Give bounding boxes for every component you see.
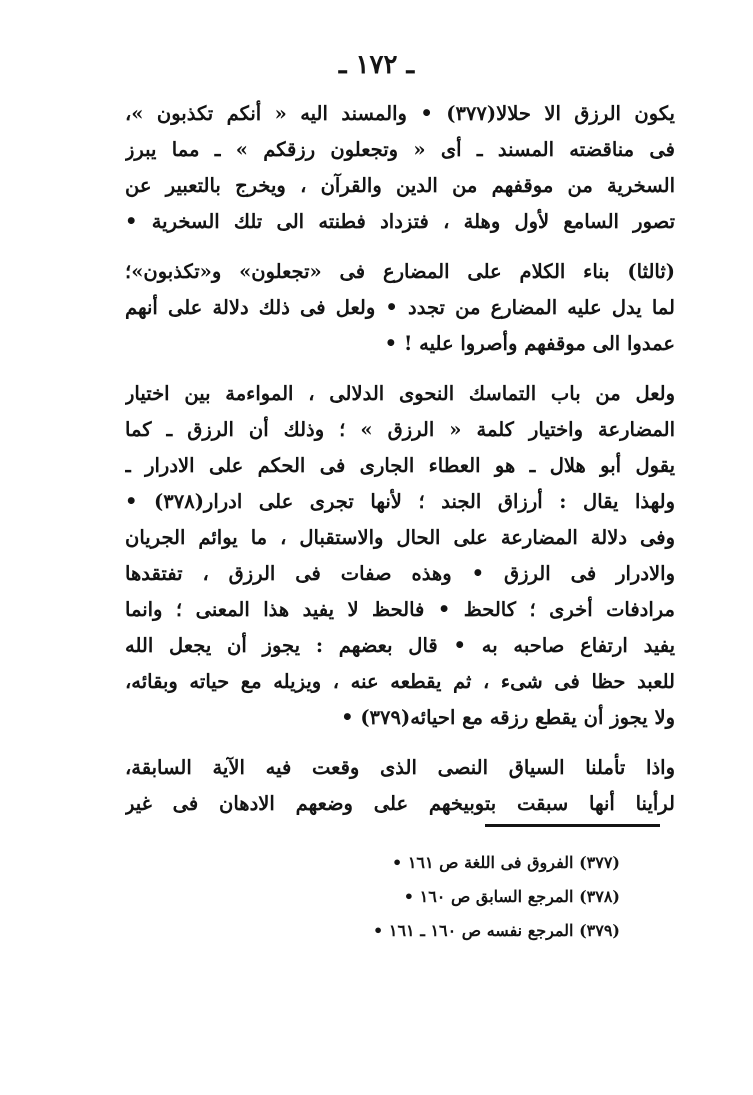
page-number: ـ ١٧٢ ـ xyxy=(338,50,415,80)
paragraph-4 xyxy=(125,750,675,822)
text-line: (ثالثا) بناء الكلام على المضارع فى «تجعلون» و«تكذبون»؛ xyxy=(125,260,675,283)
paragraph-spacer xyxy=(125,736,675,750)
paragraph-2 xyxy=(125,254,675,362)
text-line: يفيد ارتفاع صاحبه به • قال بعضهم : يجوز أن يجعل الله xyxy=(125,634,675,657)
footnote-separator xyxy=(485,824,660,827)
paragraph-3 xyxy=(125,376,675,736)
text-line: والادرار فى الرزق • وهذه صفات فى الرزق ، تفتقدها xyxy=(125,562,675,585)
text-line: للعبد حظا فى شىء ، ثم يقطعه عنه ، ويزيله مع حياته وبقائه، xyxy=(125,670,675,693)
text-line: مرادفات أخرى ؛ كالحظ • فالحظ لا يفيد هذا المعنى ؛ وانما xyxy=(125,598,675,621)
text-line: يكون الرزق الا حلالا(٣٧٧) • والمسند اليه « أنكم تكذبون »، xyxy=(125,102,675,125)
text-line: وفى دلالة المضارعة على الحال والاستقبال ، ما يوائم الجريان xyxy=(125,526,675,549)
text-line: ولهذا يقال : أرزاق الجند ؛ لأنها تجرى على ادرار(٣٧٨) • xyxy=(125,490,675,513)
paragraph-spacer xyxy=(125,240,675,254)
text-line-last: عمدوا الى موقفهم وأصروا عليه ! • xyxy=(384,332,675,355)
paragraph-spacer xyxy=(125,362,675,376)
body-text xyxy=(125,96,675,822)
text-line: لما يدل عليه المضارع من تجدد • ولعل فى ذلك دلالة على أنهم xyxy=(125,296,675,319)
text-line: المضارعة واختيار كلمة « الرزق » ؛ وذلك أن الرزق ـ كما xyxy=(125,418,675,441)
footnote-377: (٣٧٧) الفروق فى اللغة ص ١٦١ • xyxy=(392,853,620,872)
text-line: ولعل من باب التماسك النحوى الدلالى ، المواءمة بين اختيار xyxy=(125,382,675,405)
footnote-379: (٣٧٩) المرجع نفسه ص ١٦٠ ـ ١٦١ • xyxy=(373,921,620,940)
text-line: لرأينا أنها سبقت بتوبيخهم على وضعهم الادهان فى غير xyxy=(125,792,675,815)
text-line: يقول أبو هلال ـ هو العطاء الجارى فى الحكم على الادرار ـ xyxy=(125,454,675,477)
text-line: واذا تأملنا السياق النصى الذى وقعت فيه الآية السابقة، xyxy=(125,756,675,779)
text-line: تصور السامع لأول وهلة ، فتزداد فطنته الى تلك السخرية • xyxy=(125,210,675,233)
paragraph-1 xyxy=(125,96,675,240)
text-line: السخرية من موقفهم من الدين والقرآن ، ويخرج بالتعبير عن xyxy=(125,174,675,197)
text-line-last: ولا يجوز أن يقطع رزقه مع احيائه(٣٧٩) • xyxy=(341,706,675,729)
footnotes xyxy=(300,846,620,948)
text-line: فى مناقضته المسند ـ أى « وتجعلون رزقكم » ـ مما يبرز xyxy=(125,138,675,161)
footnote-378: (٣٧٨) المرجع السابق ص ١٦٠ • xyxy=(403,887,620,906)
